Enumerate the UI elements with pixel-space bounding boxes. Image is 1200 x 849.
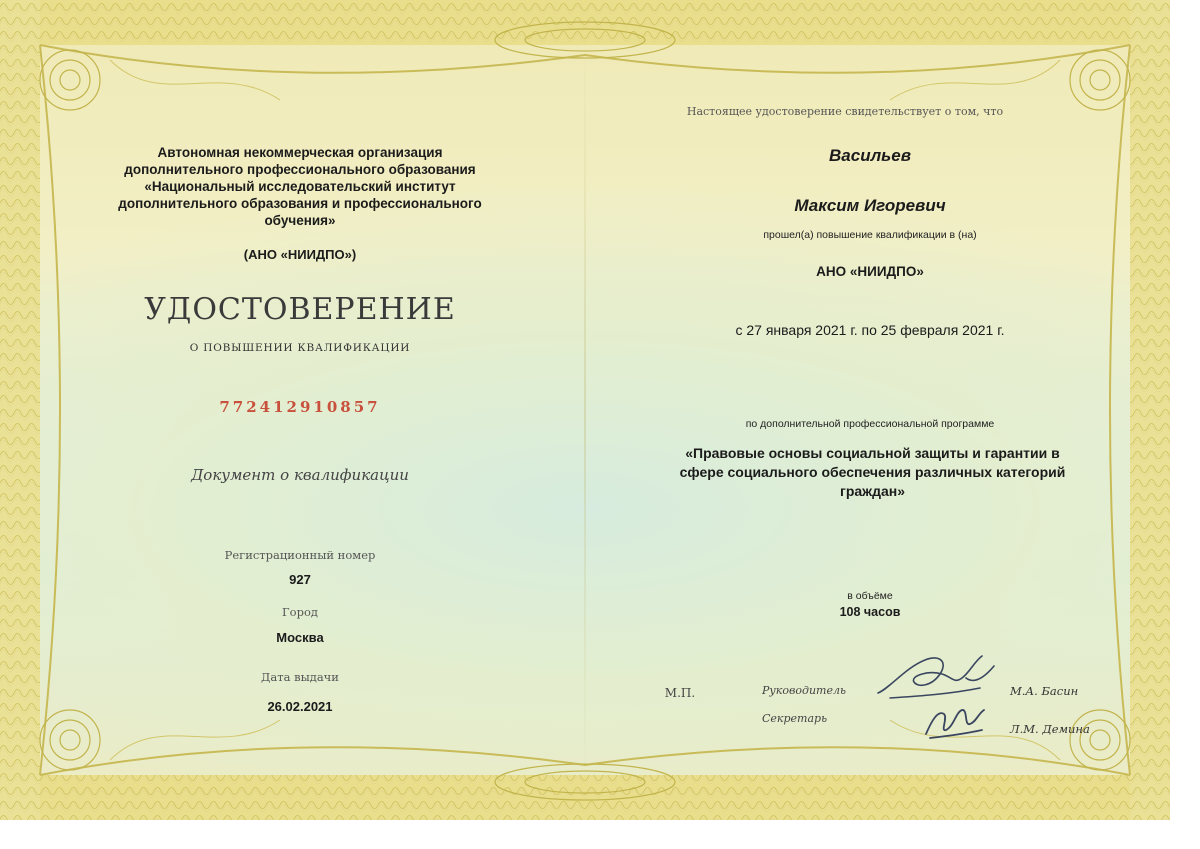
intro-text: Настоящее удостоверение свидетельствует о том, что bbox=[686, 105, 1004, 118]
registration-number-label: Регистрационный номер bbox=[224, 548, 376, 562]
secretary-role: Секретарь bbox=[762, 712, 828, 725]
document-type: Документ о квалификации bbox=[191, 466, 409, 484]
completion-text: прошел(а) повышение квалификации в (на) bbox=[763, 229, 977, 241]
program-intro: по дополнительной профессиональной программе bbox=[745, 418, 995, 430]
issue-date-label: Дата выдачи bbox=[261, 670, 339, 684]
registration-number: 927 bbox=[289, 572, 311, 587]
secretary-name: Л.М. Демина bbox=[1010, 722, 1090, 736]
organization-line: обучения» bbox=[264, 213, 336, 228]
volume-value: 108 часов bbox=[839, 605, 901, 619]
organization-short-name: (АНО «НИИДПО») bbox=[243, 247, 357, 262]
head-role: Руководитель bbox=[762, 684, 846, 697]
program-name-line: сфере социального обеспечения различных категорий bbox=[679, 464, 1066, 480]
program-name-line: «Правовые основы социальной защиты и гарантии в bbox=[685, 445, 1060, 461]
center-fold bbox=[584, 30, 586, 790]
institution-name: АНО «НИИДПО» bbox=[816, 264, 924, 279]
organization-line: Автономная некоммерческая организация bbox=[157, 145, 443, 160]
program-name-line: граждан» bbox=[839, 483, 905, 499]
organization-name bbox=[80, 144, 520, 229]
organization-line: дополнительного образования и профессионального bbox=[118, 196, 482, 211]
head-name: М.А. Басин bbox=[1010, 684, 1079, 698]
training-period: с 27 января 2021 г. по 25 февраля 2021 г. bbox=[735, 322, 1005, 338]
issue-date: 26.02.2021 bbox=[267, 699, 333, 714]
certificate-number: 772412910857 bbox=[219, 398, 381, 416]
city-label: Город bbox=[282, 605, 318, 619]
document-subtitle: О ПОВЫШЕНИИ КВАЛИФИКАЦИИ bbox=[189, 342, 411, 354]
volume-label: в объёме bbox=[847, 590, 893, 602]
program-name bbox=[660, 444, 1085, 501]
organization-line: дополнительного профессионального образования bbox=[124, 162, 476, 177]
recipient-given-names: Максим Игоревич bbox=[794, 196, 946, 215]
secretary-signature bbox=[920, 700, 990, 745]
recipient-surname: Васильев bbox=[829, 146, 911, 165]
city-value: Москва bbox=[276, 630, 324, 645]
organization-line: «Национальный исследовательский институт bbox=[144, 179, 456, 194]
stamp-place: М.П. bbox=[664, 686, 696, 700]
head-signature bbox=[870, 648, 1000, 708]
document-title: УДОСТОВЕРЕНИЕ bbox=[144, 292, 456, 327]
